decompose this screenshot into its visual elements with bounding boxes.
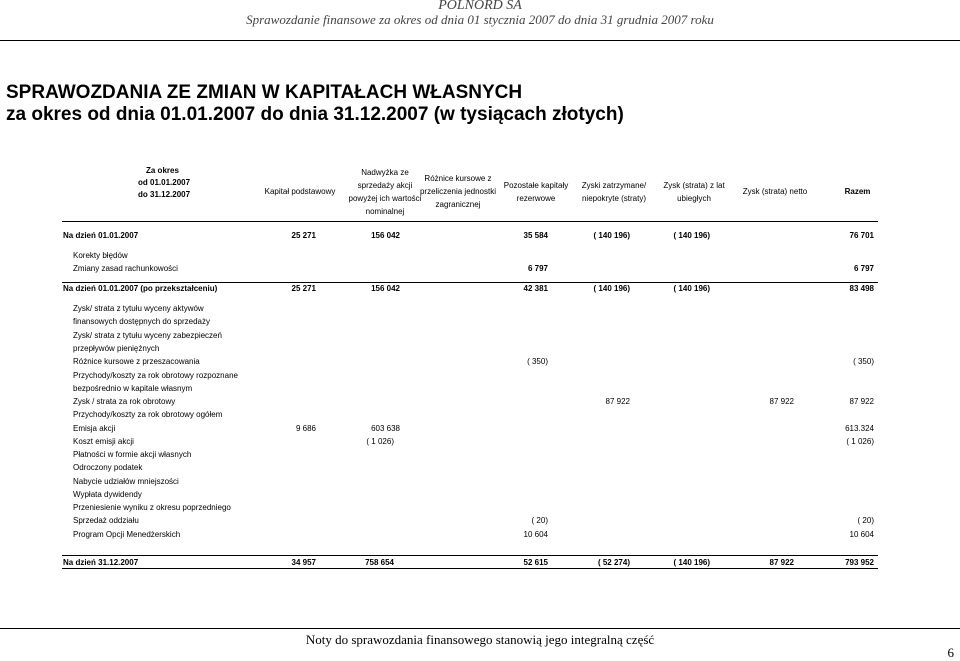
total-top-rule [62, 555, 878, 556]
col-header-net-profit: Zysk (strata) netto [742, 187, 808, 196]
footer-divider [0, 628, 960, 629]
cell: 42 381 [523, 284, 548, 293]
col-header-share-capital: Kapitał podstawowy [264, 187, 336, 196]
footer-note: Noty do sprawozdania finansowego stanowią jego integralną część [305, 632, 655, 647]
row-label-total-income: Przychody/koszty za rok obrotowy ogółem [73, 410, 223, 419]
header-divider [0, 40, 960, 41]
cell: 10 604 [849, 530, 874, 539]
row-label-share-issue: Emisja akcji [73, 424, 116, 433]
cell: 87 922 [605, 397, 630, 406]
cell: 25 271 [291, 284, 316, 293]
period-label: Za okres [146, 166, 179, 175]
page-title: SPRAWOZDANIA ZE ZMIAN W KAPITAŁACH WŁASNYCH [6, 82, 523, 103]
cell: 35 584 [523, 231, 548, 240]
row-label-dividend: Wypłata dywidendy [73, 490, 142, 499]
row-label-option-program: Program Opcji Menedżerskich [73, 530, 181, 539]
col-header-prior-years: Zysk (strata) z lat ubiegłych [663, 181, 725, 203]
cell: 10 604 [523, 530, 548, 539]
row-label-share-payments: Płatności w formie akcji własnych [73, 450, 192, 459]
row-label-opening-restated: Na dzień 01.01.2007 (po przekształceniu) [63, 284, 218, 293]
report-subtitle: Sprawozdanie finansowe za okres od dnia 01 stycznia 2007 do dnia 31 grudnia 2007 roku [246, 12, 714, 27]
cell: 76 701 [849, 231, 874, 240]
row-label-opening: Na dzień 01.01.2007 [63, 231, 139, 240]
cell: 25 271 [291, 231, 316, 240]
period-to: do 31.12.2007 [138, 190, 191, 199]
row-label-issue-costs: Koszt emisji akcji [73, 437, 134, 446]
cell: 87 922 [849, 397, 874, 406]
col-header-other-reserves: Pozostałe kapitały rezerwowe [503, 181, 569, 203]
cell: ( 350) [527, 357, 548, 366]
cell: ( 140 196) [673, 558, 710, 567]
col-header-total: Razem [844, 187, 871, 196]
row-label-prior-result-transfer: Przeniesienie wyniku z okresu poprzedniego [73, 503, 231, 512]
row-label-policy-changes: Zmiany zasad rachunkowości [73, 264, 178, 273]
cell: 793 952 [845, 558, 874, 567]
cell: 34 957 [291, 558, 316, 567]
cell: 156 042 [371, 284, 400, 293]
row-label-afs-valuation: Zysk/ strata z tytułu wyceny aktywów finansowych dostępnych do sprzedaży [73, 304, 210, 326]
company-header: POLNORD SA [438, 0, 522, 13]
cell: 87 922 [769, 558, 794, 567]
cell: ( 350) [853, 357, 874, 366]
cell: 156 042 [371, 231, 400, 240]
col-header-fx-differences: Różnice kursowe z przeliczenia jednostki zagranicznej [419, 174, 497, 209]
cell: ( 20) [531, 516, 548, 525]
cell: 758 654 [365, 558, 394, 567]
cell: 52 615 [523, 558, 548, 567]
cell: 87 922 [769, 397, 794, 406]
row-label-closing: Na dzień 31.12.2007 [63, 558, 139, 567]
cell: 6 797 [853, 264, 874, 273]
cell: 603 638 [371, 424, 400, 433]
total-bottom-rule [62, 568, 878, 569]
cell: ( 140 196) [673, 231, 710, 240]
cell: ( 140 196) [593, 231, 630, 240]
cell: ( 140 196) [673, 284, 710, 293]
row-label-branch-sale: Sprzedaż oddziału [73, 516, 139, 525]
page-subtitle: za okres od dnia 01.01.2007 do dnia 31.12.2007 (w tysiącach złotych) [6, 104, 624, 125]
cell: ( 1 026) [366, 437, 394, 446]
cell: ( 140 196) [593, 284, 630, 293]
row-label-deferred-tax: Odroczony podatek [73, 463, 143, 472]
cell: 9 686 [295, 424, 316, 433]
period-from: od 01.01.2007 [138, 178, 191, 187]
row-label-error-corrections: Korekty błędów [73, 251, 128, 260]
row-label-fx-revaluation: Różnice kursowe z przeszacowania [73, 357, 200, 366]
cell: 83 498 [849, 284, 874, 293]
cell: 613.324 [845, 424, 874, 433]
cell: ( 1 026) [846, 437, 874, 446]
page-number: 6 [947, 645, 954, 660]
cell: ( 20) [857, 516, 874, 525]
row-label-net-result: Zysk / strata za rok obrotowy [73, 397, 176, 406]
col-header-share-premium: Nadwyżka ze sprzedaży akcji powyżej ich wartości nominalnej [348, 168, 422, 216]
cell: 6 797 [527, 264, 548, 273]
header-rule [62, 221, 878, 222]
col-header-retained-earnings: Zyski zatrzymane/ niepokryte (straty) [581, 181, 647, 203]
row-label-income-in-equity: Przychody/koszty za rok obrotowy rozpoznane bezpośrednio w kapitale własnym [73, 371, 238, 393]
cell: ( 52 274) [597, 558, 630, 567]
row-label-minority-acquisition: Nabycie udziałów mniejszości [73, 477, 179, 486]
row-label-hedge-valuation: Zysk/ strata z tytułu wyceny zabezpieczeń przepływów pieniężnych [73, 331, 222, 353]
